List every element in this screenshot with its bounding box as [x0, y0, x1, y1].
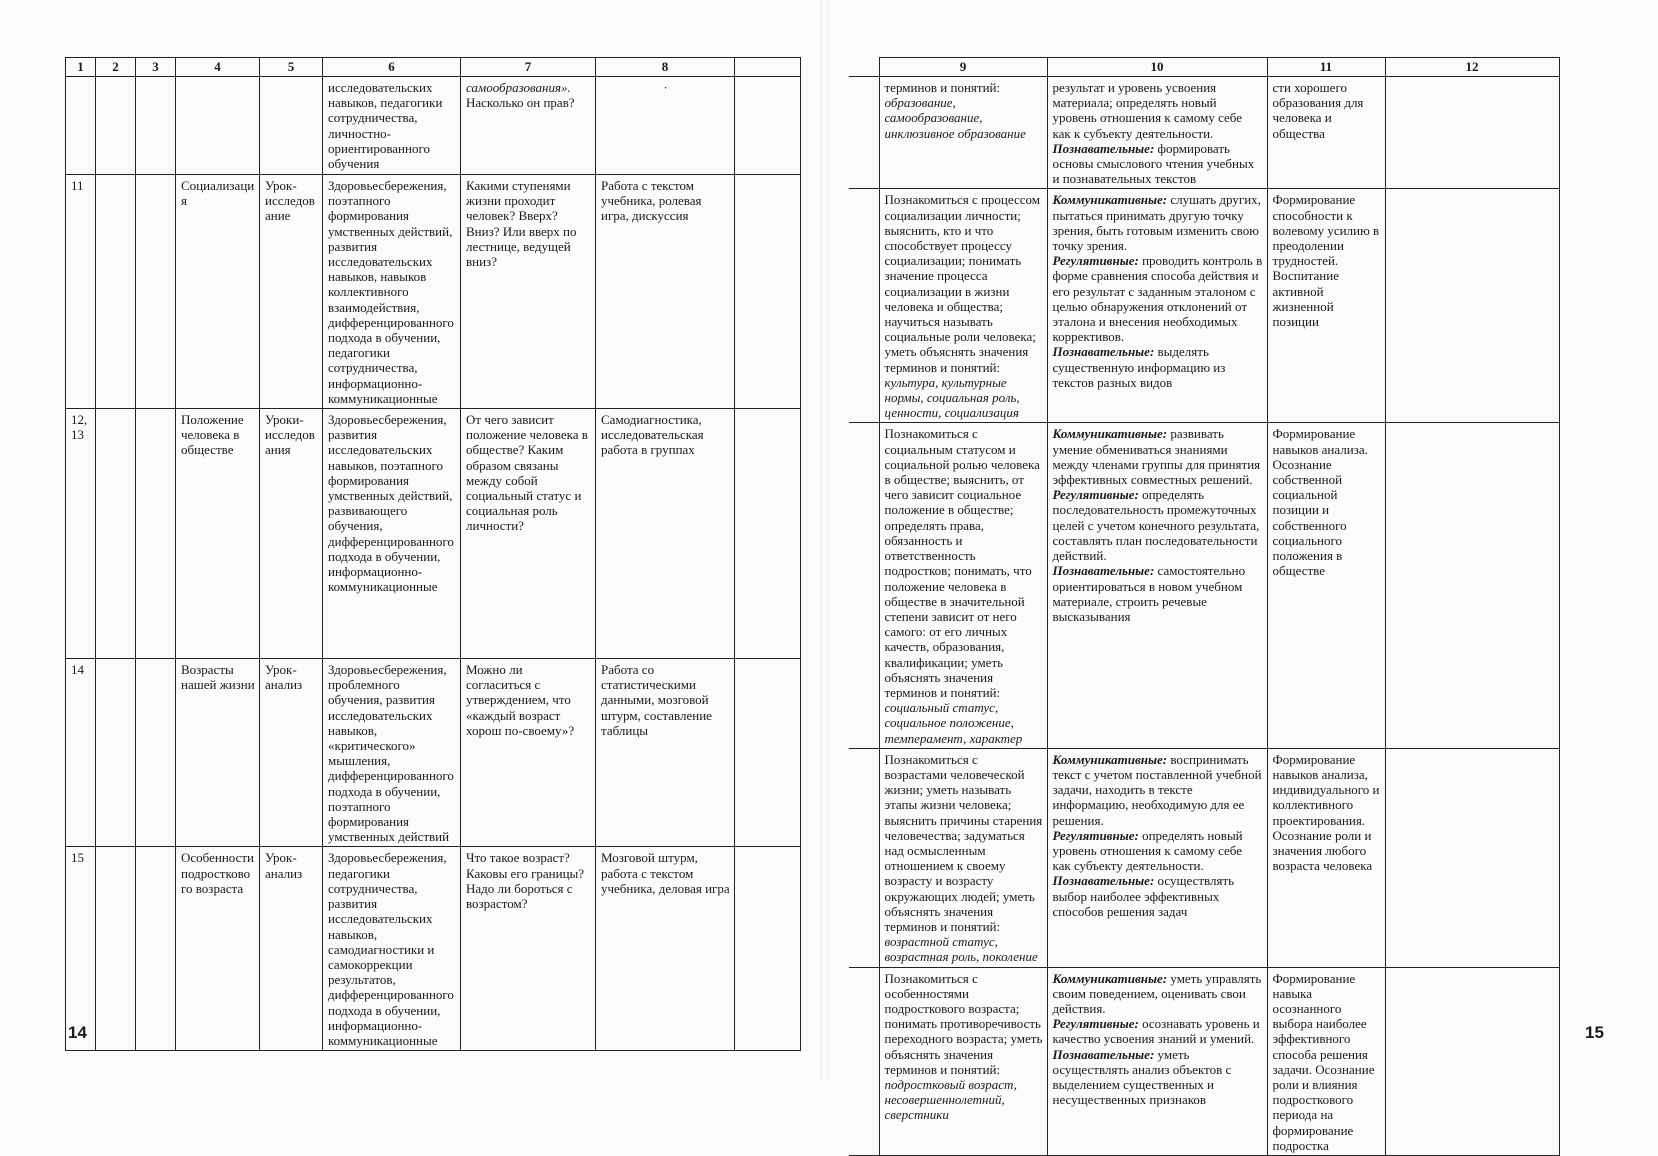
- col-header-7: 7: [461, 58, 596, 77]
- subject-terms: подростковый возраст, несовершеннолетний, сверстники: [884, 1077, 1017, 1123]
- cell-date-fact: [136, 659, 176, 847]
- uud-cognitive-label: Познавательные:: [1052, 1046, 1155, 1062]
- subject-text: Познакомиться с социальным статусом и социальной ролью человека в обществе; выяснить, от чего зависит социальное положение в обществе; определять права, обязанность и ответственность подростков; понимать, что положение человека в обществе в значительной степени зависит от него самого: от его личных качеств, образования, квалификации; уметь объяснять значения терминов и понятий:: [884, 426, 1040, 700]
- uud-cognitive-text: самостоятельно ориентироваться в новом учебном материале, строить речевые высказывания: [1052, 563, 1246, 624]
- cell-technologies: Здоровьесбережения, проблемного обучения, развития исследовательских навыков, «критического» мышления, дифференцированного подхода в обучении, поэтапного формирования умственных действий: [323, 659, 461, 847]
- col-header-4: 4: [176, 58, 260, 77]
- uud-communicative-label: Коммуникативные:: [1052, 426, 1168, 442]
- cell-problem-question: [461, 77, 596, 175]
- cell-technologies: Здоровьесбережения, поэтапного формирования умственных действий, развития исследовательских навыков, навыков коллективного взаимодействия, дифференцированного подхода в обучении, педагогики сотрудничества, информационно-коммуникационные: [323, 175, 461, 409]
- cell-date-plan: [96, 847, 136, 1051]
- uud-regulatory-text: проводить контроль в форме сравнения способа действия и его результат с заданным эталоном с целью обнаружения отклонений от эталона и внесения необходимых коррективов.: [1052, 253, 1263, 345]
- lesson-plan-table-right: [849, 57, 1560, 1156]
- subject-text: Познакомиться с возрастами человеческой жизни; уметь называть этапы жизни человека; выяснить причины старения человечества; задуматься над осмысленным отношением к своему возрасту и возрасту окружающих людей; уметь объяснять значения терминов и понятий:: [884, 751, 1043, 934]
- book-gutter: [820, 0, 829, 1080]
- cell-blank: [849, 748, 879, 967]
- cell-subject-results: [879, 967, 1047, 1155]
- table-row: [849, 423, 1559, 748]
- subject-terms: образование, самообразование, инклюзивное образование: [884, 95, 1026, 141]
- uud-communicative-label: Коммуникативные:: [1052, 970, 1168, 986]
- cell-date-fact: [136, 847, 176, 1051]
- right-page: [829, 0, 1658, 1153]
- subject-terms: культура, культурные нормы, социальная роль, ценности, социализация: [884, 374, 1020, 421]
- subject-terms: социальный статус, социальное положение, темперамент, характер: [884, 700, 1023, 746]
- cell-problem-question: Какими ступенями жизни проходит человек? Вверх? Вниз? Или вверх по лестнице, ведущей вниз?: [461, 175, 596, 409]
- cell-technologies: Здоровьесбережения, развития исследовательских навыков, поэтапного формирования умственных действий, развивающего обучения, дифференцированного подхода в обучении, информационно-коммуникационные: [323, 409, 461, 659]
- cell-lesson-type: Урок-анализ: [260, 659, 323, 847]
- cell-notes: [1385, 77, 1559, 189]
- cell-lesson-type: Урок-анализ: [260, 847, 323, 1051]
- cell-problem-question: От чего зависит положение человека в обществе? Каким образом связаны между собой социальный статус и социальная роль личности?: [461, 409, 596, 659]
- cell-blank: [849, 77, 879, 189]
- uud-regulatory-text: осознавать уровень и качество усвоения знаний и умений.: [1052, 1016, 1260, 1047]
- uud-communicative-label: Коммуникативные:: [1052, 192, 1168, 208]
- cell-lesson-number: 11: [66, 175, 96, 409]
- cell-lesson-number: 14: [66, 659, 96, 847]
- cell-personal-results: Формирование навыка осознанного выбора наиболее эффективного способа решения задачи. Осознание роли и влияния подросткового периода на формирование подростка: [1267, 967, 1385, 1155]
- cell-uud: [1047, 77, 1267, 189]
- subject-text: Познакомиться с процессом социализации личности; выяснить, кто и что способствует процессу социализации; понимать значение процесса социализации в жизни человека и общества; научиться называть социальные роли человека; уметь объяснять значения терминов и понятий:: [884, 192, 1040, 375]
- uud-cognitive-label: Познавательные:: [1052, 873, 1155, 889]
- cell-uud: [1047, 748, 1267, 967]
- uud-regulatory-label: Регулятивные:: [1052, 487, 1139, 503]
- cell-topic: Особенности подросткового возраста: [176, 847, 260, 1051]
- uud-cognitive-text: формировать основы смыслового чтения учебных и познавательных текстов: [1052, 140, 1255, 187]
- cell-problem-question: Можно ли согласиться с утверждением, что «каждый возраст хорош по-своему»?: [461, 659, 596, 847]
- cell-personal-results: Формирование навыков анализа. Осознание собственной социальной позиции и собственного социального положения в обществе: [1267, 423, 1385, 748]
- uud-communicative-text: развивать умение обмениваться знаниями между членами группы для принятия эффективных совместных решений.: [1052, 426, 1261, 488]
- cell-date-fact: [136, 409, 176, 659]
- cell-uud: [1047, 423, 1267, 748]
- uud-regulatory-label: Регулятивные:: [1052, 253, 1139, 269]
- cell-date-fact: [136, 77, 176, 175]
- col-header-11: 11: [1267, 58, 1385, 77]
- cell-blank: [849, 423, 879, 748]
- cell-lesson-number: 12, 13: [66, 409, 96, 659]
- cell-blank: [849, 967, 879, 1155]
- cell-subject-results: [879, 77, 1047, 189]
- header-row-right: [849, 58, 1559, 77]
- col-header-extra: [735, 58, 801, 77]
- col-header-12: 12: [1385, 58, 1559, 77]
- cell-notes: [1385, 748, 1559, 967]
- cell-lesson-type: [260, 77, 323, 175]
- col-header-5: 5: [260, 58, 323, 77]
- uud-regulatory-label: Регулятивные:: [1052, 1016, 1139, 1032]
- uud-communicative-text: уметь управлять своим поведением, оценивать свои действия.: [1052, 970, 1262, 1016]
- cell-lesson-type: Уроки-исследования: [260, 409, 323, 659]
- uud-communicative-text: слушать других, пытаться принимать другую точку зрения, быть готовым изменить свою точку зрения.: [1052, 192, 1261, 254]
- cell-uud: [1047, 189, 1267, 423]
- cell-personal-results: Формирование способности к волевому усилию в преодолении трудностей. Воспитание активной жизненной позиции: [1267, 189, 1385, 423]
- cell-notes: [1385, 189, 1559, 423]
- table-row: [849, 748, 1559, 967]
- uud-cognitive-text: уметь осуществлять анализ объектов с выделением существенных и несущественных признаков: [1052, 1046, 1232, 1108]
- uud-regulatory-text: определять последовательность промежуточных целей с учетом конечного результата, составлять план последовательности действий.: [1052, 487, 1260, 564]
- col-header-blank: [849, 58, 879, 77]
- problem-italic: самообразования».: [466, 80, 571, 95]
- cell-lesson-number: 15: [66, 847, 96, 1051]
- cell-subject-results: [879, 748, 1047, 967]
- col-header-8: 8: [596, 58, 735, 77]
- subject-text: терминов и понятий:: [884, 80, 1001, 95]
- uud-regulatory-label: Регулятивные:: [1052, 827, 1139, 843]
- cell-topic: Положение человека в обществе: [176, 409, 260, 659]
- cell-extra: [735, 175, 801, 409]
- uud-communicative-text: воспринимать текст с учетом поставленной учебной задачи, находить в тексте информацию, необходимую для ее решения.: [1052, 751, 1262, 828]
- cell-activities: ·: [596, 77, 735, 175]
- col-header-2: 2: [96, 58, 136, 77]
- cell-lesson-number: [66, 77, 96, 175]
- cell-notes: [1385, 967, 1559, 1155]
- table-row: [66, 409, 801, 659]
- subject-terms: возрастной статус, возрастная роль, поколение: [884, 934, 1038, 965]
- problem-text: Насколько он прав?: [466, 95, 575, 111]
- table-row: [66, 659, 801, 847]
- cell-topic: [176, 77, 260, 175]
- cell-extra: [735, 77, 801, 175]
- cell-date-plan: [96, 409, 136, 659]
- cell-activities: Работа с текстом учебника, ролевая игра, дискуссия: [596, 175, 735, 409]
- subject-text: Познакомиться с особенностями подросткового возраста; понимать противоречивость переходного возраста; уметь объяснять значения терминов и понятий:: [884, 970, 1043, 1077]
- cell-uud: [1047, 967, 1267, 1155]
- left-page: [0, 0, 820, 1080]
- table-row: [849, 967, 1559, 1155]
- cell-date-plan: [96, 77, 136, 175]
- cell-extra: [735, 847, 801, 1051]
- page-number-left: 14: [68, 1023, 87, 1042]
- cell-date-fact: [136, 175, 176, 409]
- cell-personal-results: сти хорошего образования для человека и общества: [1267, 77, 1385, 189]
- cell-extra: [735, 659, 801, 847]
- cell-activities: Работа со статистическими данными, мозговой штурм, составление таблицы: [596, 659, 735, 847]
- table-row: [66, 847, 801, 1051]
- uud-communicative-label: Коммуникативные:: [1052, 751, 1168, 767]
- uud-cognitive-label: Познавательные:: [1052, 344, 1155, 360]
- cell-extra: [735, 409, 801, 659]
- cell-technologies: Здоровьесбережения, педагогики сотрудничества, развития исследовательских навыков, самодиагностики и самокоррекции результатов, дифференцированного подхода в обучении, информационно-коммуникационные: [323, 847, 461, 1051]
- cell-personal-results: Формирование навыков анализа, индивидуального и коллективного проектирования. Осознание роли и значения любого возраста человека: [1267, 748, 1385, 967]
- col-header-6: 6: [323, 58, 461, 77]
- cell-topic: Возрасты нашей жизни: [176, 659, 260, 847]
- cell-blank: [849, 189, 879, 423]
- cell-lesson-type: Урок-исследование: [260, 175, 323, 409]
- cell-technologies: исследовательских навыков, педагогики сотрудничества, личностно-ориентированного обучения: [323, 77, 461, 175]
- col-header-10: 10: [1047, 58, 1267, 77]
- cell-subject-results: [879, 423, 1047, 748]
- uud-pre: результат и уровень усвоения материала; определять новый уровень отношения к самому себе как к субъекту деятельности.: [1052, 80, 1242, 141]
- page-number-right: 15: [1585, 1023, 1604, 1042]
- uud-cognitive-text: выделять существенную информацию из текстов разных видов: [1052, 344, 1226, 390]
- table-row: [66, 175, 801, 409]
- cell-activities: Мозговой штурм, работа с текстом учебника, деловая игра: [596, 847, 735, 1051]
- cell-topic: Социализация: [176, 175, 260, 409]
- uud-cognitive-text: осуществлять выбор наиболее эффективных способов решения задач: [1052, 873, 1235, 919]
- uud-cognitive-label: Познавательные:: [1052, 140, 1155, 156]
- cell-notes: [1385, 423, 1559, 748]
- col-header-9: 9: [879, 58, 1047, 77]
- table-row: [66, 77, 801, 175]
- cell-date-plan: [96, 659, 136, 847]
- col-header-3: 3: [136, 58, 176, 77]
- col-header-1: 1: [66, 58, 96, 77]
- cell-subject-results: [879, 189, 1047, 423]
- header-row-left: [66, 58, 801, 77]
- cell-activities: Самодиагностика, исследовательская работа в группах: [596, 409, 735, 659]
- uud-cognitive-label: Познавательные:: [1052, 563, 1155, 579]
- cell-date-plan: [96, 175, 136, 409]
- lesson-plan-table-left: [65, 57, 801, 1051]
- uud-regulatory-text: определять новый уровень отношения к самому себе как субъекту деятельности.: [1052, 827, 1243, 874]
- cell-problem-question: Что такое возраст? Каковы его границы? Надо ли бороться с возрастом?: [461, 847, 596, 1051]
- table-row: [849, 189, 1559, 423]
- table-row: [849, 77, 1559, 189]
